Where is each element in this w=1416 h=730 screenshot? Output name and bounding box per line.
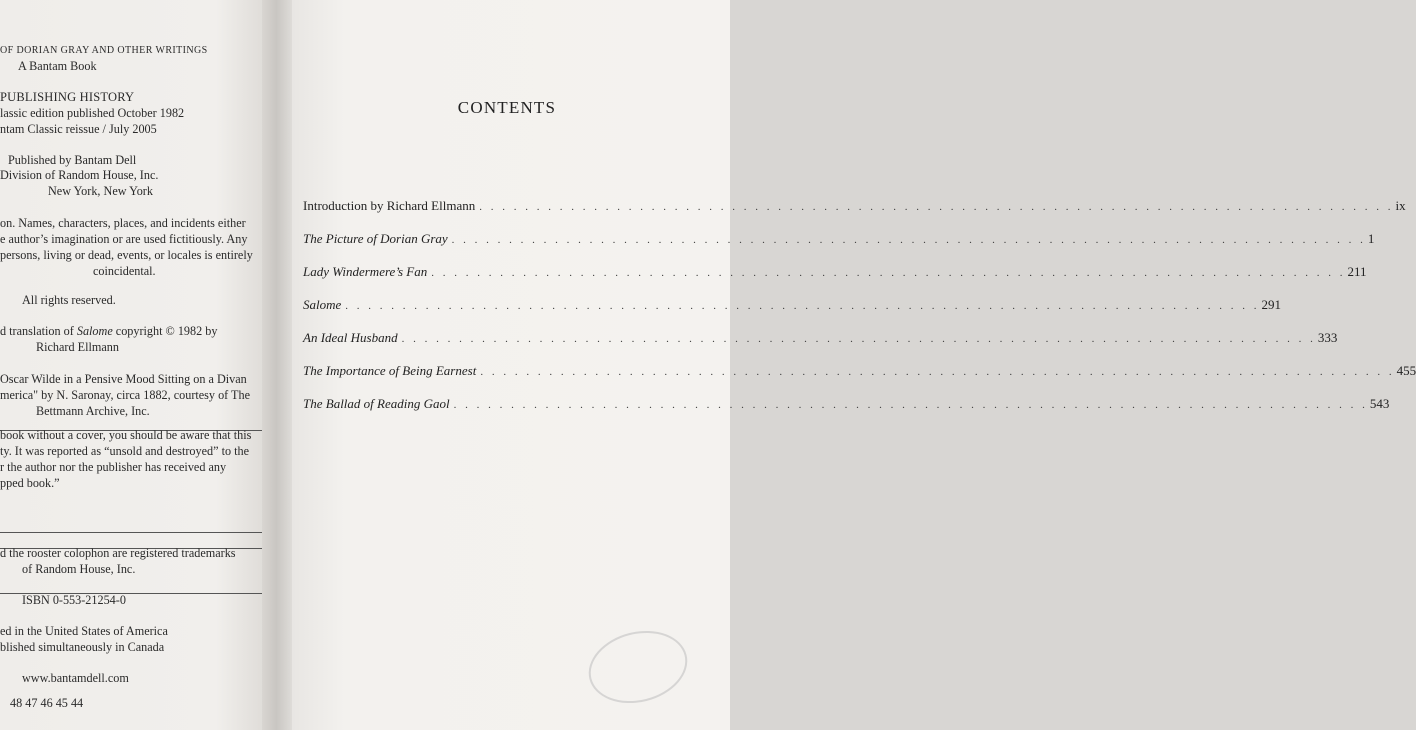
toc-entry (303, 198, 1406, 231)
copyright-text-line: Published by Bantam Dell (8, 153, 137, 167)
toc-leader-dots: . . . . . . . . . . . . . . . . . . . . . . . . . . . . . . . . . . . . . . . . . . . . . . . . . . . . . . . . . . . . . . . . . . . . . . . . . . . . . . . . (479, 201, 1394, 213)
copyright-text-line: of Random House, Inc. (22, 562, 136, 576)
contents-page (292, 0, 1416, 730)
toc-entry-title: The Ballad of Reading Gaol (303, 396, 450, 411)
copyright-text-line: r the author nor the publisher has received any (0, 460, 227, 474)
copyright-text-line: New York, New York (48, 184, 153, 198)
copyright-text-line: ISBN 0-553-21254-0 (22, 593, 126, 607)
copyright-text-line: Oscar Wilde in a Pensive Mood Sitting on a Divan (0, 372, 247, 386)
toc-leader-dots: . . . . . . . . . . . . . . . . . . . . . . . . . . . . . . . . . . . . . . . . . . . . . . . . . . . . . . . . . . . . . . . . . . . . . . . . . . . . . . . . (451, 234, 1366, 246)
copyright-text-line: All rights reserved. (22, 293, 116, 307)
copyright-page (0, 0, 270, 730)
toc-leader-dots: . . . . . . . . . . . . . . . . . . . . . . . . . . . . . . . . . . . . . . . . . . . . . . . . . . . . . . . . . . . . . . . . . . . . . . . . . . . . . . . . (401, 333, 1316, 345)
ghost-print-left (215, 150, 227, 197)
toc-entry-page: 291 (1261, 297, 1282, 312)
toc-leader-dots: . . . . . . . . . . . . . . . . . . . . . . . . . . . . . . . . . . . . . . . . . . . . . . . . . . . . . . . . . . . . . . . . . . . . . . . . . . . . . . . . (480, 366, 1395, 378)
toc-leader-dots: . . . . . . . . . . . . . . . . . . . . . . . . . . . . . . . . . . . . . . . . . . . . . . . . . . . . . . . . . . . . . . . . . . . . . . . . . . . . . . . . (431, 267, 1346, 279)
toc-entry-page: 211 (1347, 264, 1367, 279)
copyright-text-line: ed in the United States of America (0, 624, 168, 638)
copyright-text-line: Bettmann Archive, Inc. (36, 404, 150, 418)
copyright-text-line: merica" by N. Saronay, circa 1882, courtesy of The (0, 388, 250, 402)
toc-entry-title: Salome (303, 297, 342, 312)
toc-entry-title: Lady Windermere’s Fan (303, 264, 428, 279)
toc-entry (303, 330, 1338, 363)
copyright-text-line: 48 47 46 45 44 (10, 696, 84, 710)
copyright-text-line: lassic edition published October 1982 (0, 106, 185, 120)
toc-entry-page: 1 (1367, 231, 1375, 246)
copyright-text-line: OF DORIAN GRAY AND OTHER WRITINGS (0, 45, 208, 56)
toc-entry-title: An Ideal Husband (303, 330, 398, 345)
copyright-text-line: coincidental. (93, 264, 156, 278)
toc-entry (303, 363, 1416, 396)
table-of-contents (303, 198, 1416, 429)
copyright-text-line: persons, living or dead, events, or locales is entirely (0, 248, 253, 262)
toc-entry (303, 297, 1282, 330)
toc-entry (303, 264, 1367, 297)
copyright-text-line: on. Names, characters, places, and incidents either (0, 216, 246, 230)
copyright-text-line: Division of Random House, Inc. (0, 168, 159, 182)
copyright-text-line: book without a cover, you should be aware that this (0, 428, 252, 442)
toc-entry (303, 231, 1375, 264)
copyright-text-line: d the rooster colophon are registered trademarks (0, 546, 236, 560)
toc-leader-dots: . . . . . . . . . . . . . . . . . . . . . . . . . . . . . . . . . . . . . . . . . . . . . . . . . . . . . . . . . . . . . . . . . . . . . . . . . . . . . . . . (345, 300, 1260, 312)
toc-entry-title: The Importance of Being Earnest (303, 363, 477, 378)
copyright-text-line: e author’s imagination or are used fictitiously. Any (0, 232, 248, 246)
toc-leader-dots: . . . . . . . . . . . . . . . . . . . . . . . . . . . . . . . . . . . . . . . . . . . . . . . . . . . . . . . . . . . . . . . . . . . . . . . . . . . . . . . . (453, 399, 1368, 411)
page-title: CONTENTS (457, 98, 557, 117)
copyright-text-line: www.bantamdell.com (22, 671, 129, 685)
copyright-text-line: Richard Ellmann (36, 340, 119, 354)
toc-entry-page: 455 (1396, 363, 1416, 378)
copyright-text-line: d translation of Salome copyright © 1982 by (0, 324, 218, 338)
toc-entry-page: 543 (1369, 396, 1390, 411)
copyright-text-line: ntam Classic reissue / July 2005 (0, 122, 157, 136)
copyright-text-line: pped book.” (0, 476, 60, 490)
toc-entry-title: Introduction by Richard Ellmann (303, 198, 476, 213)
toc-entry-title: The Picture of Dorian Gray (303, 231, 448, 246)
toc-entry-page: ix (1395, 198, 1406, 213)
copyright-text-line: A Bantam Book (18, 59, 97, 73)
toc-entry-page: 333 (1317, 330, 1338, 345)
copyright-text-line: blished simultaneously in Canada (0, 640, 165, 654)
copyright-text-line: ty. It was reported as “unsold and destroyed” to the (0, 444, 249, 458)
copyright-text-line: PUBLISHING HISTORY (0, 90, 135, 104)
toc-entry (303, 396, 1390, 429)
